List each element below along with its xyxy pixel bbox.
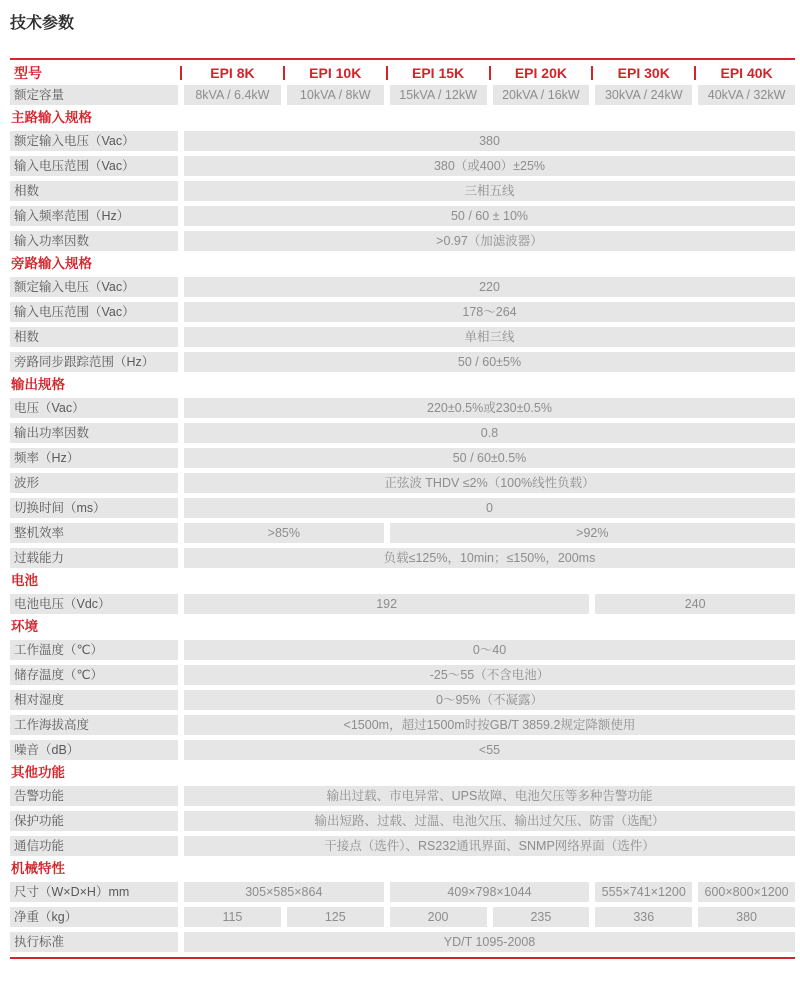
spec-row [10, 640, 795, 660]
value-cell: 10kVA / 8kW [287, 85, 384, 105]
section-title: 其他功能 [11, 765, 65, 780]
spec-row [10, 740, 795, 760]
column-separator-icon [283, 66, 285, 80]
model-name-label: EPI 15K [412, 64, 465, 81]
row-label: 通信功能 [10, 836, 178, 856]
model-name [287, 65, 384, 81]
value-cell: 50 / 60±5% [184, 352, 795, 372]
spec-row [10, 594, 795, 614]
value-cell: 40kVA / 32kW [698, 85, 795, 105]
spec-row [10, 548, 795, 568]
value-cell: 125 [287, 907, 384, 927]
spec-row [10, 181, 795, 201]
column-separator-icon [489, 66, 491, 80]
spec-row [10, 932, 795, 952]
model-name-label: EPI 40K [720, 64, 773, 81]
value-cell: >85% [184, 523, 384, 543]
spec-row [10, 131, 795, 151]
spec-row [10, 85, 795, 105]
row-label: 过载能力 [10, 548, 178, 568]
spec-row [10, 448, 795, 468]
section-title: 环境 [11, 619, 38, 634]
spec-row [10, 786, 795, 806]
model-name-label: EPI 8K [210, 64, 255, 81]
bottom-divider [10, 957, 795, 959]
value-cell: 单相三线 [184, 327, 795, 347]
row-label: 波形 [10, 473, 178, 493]
row-label: 输入频率范围（Hz） [10, 206, 178, 226]
row-label: 输入电压范围（Vac） [10, 302, 178, 322]
column-separator-icon [694, 66, 696, 80]
section-title: 旁路输入规格 [11, 256, 92, 271]
row-label: 额定输入电压（Vac） [10, 131, 178, 151]
row-label: 额定容量 [10, 85, 178, 105]
model-name [493, 65, 590, 81]
spec-row [10, 352, 795, 372]
model-name-label: EPI 20K [514, 64, 567, 81]
value-cell: 192 [184, 594, 589, 614]
section-title: 主路输入规格 [11, 110, 92, 125]
spec-row [10, 423, 795, 443]
value-cell: 220±0.5%或230±0.5% [184, 398, 795, 418]
row-label: 输出功率因数 [10, 423, 178, 443]
value-cell: 0～40 [184, 640, 795, 660]
row-label: 工作温度（℃） [10, 640, 178, 660]
value-cell: 305×585×864 [184, 882, 384, 902]
value-cell: 输出短路、过载、过温、电池欠压、输出过欠压、防雷（选配） [184, 811, 795, 831]
value-cell: >0.97（加滤波器） [184, 231, 795, 251]
row-label: 储存温度（℃） [10, 665, 178, 685]
value-cell: 干接点（选件）、RS232通讯界面、SNMP网络界面（选件） [184, 836, 795, 856]
spec-row [10, 498, 795, 518]
row-label: 净重（kg） [10, 907, 178, 927]
model-name [184, 65, 281, 81]
value-cell: 0～95%（不凝露） [184, 690, 795, 710]
spec-row [10, 327, 795, 347]
value-cell: 200 [390, 907, 487, 927]
spec-table [10, 85, 795, 952]
column-separator-icon [591, 66, 593, 80]
spec-row [10, 156, 795, 176]
value-cell: >92% [390, 523, 795, 543]
value-cell: <1500m，超过1500m时按GB/T 3859.2规定降额使用 [184, 715, 795, 735]
column-separator-icon [180, 66, 182, 80]
value-cell: 336 [595, 907, 692, 927]
row-label: 整机效率 [10, 523, 178, 543]
row-label: 执行标准 [10, 932, 178, 952]
value-cell: YD/T 1095-2008 [184, 932, 795, 952]
model-name [698, 65, 795, 81]
row-label: 输入电压范围（Vac） [10, 156, 178, 176]
value-cell: 178～264 [184, 302, 795, 322]
value-cell: 8kVA / 6.4kW [184, 85, 281, 105]
model-name [390, 65, 487, 81]
value-cell: <55 [184, 740, 795, 760]
value-cell: 235 [493, 907, 590, 927]
value-cell: 30kVA / 24kW [595, 85, 692, 105]
row-label: 工作海拔高度 [10, 715, 178, 735]
value-cell: 20kVA / 16kW [493, 85, 590, 105]
page-title: 技术参数 [10, 15, 75, 32]
model-header-row [10, 60, 795, 85]
row-label: 噪音（dB） [10, 740, 178, 760]
spec-row [10, 715, 795, 735]
model-name-label: EPI 10K [309, 64, 362, 81]
value-cell: 0 [184, 498, 795, 518]
row-label: 尺寸（W×D×H）mm [10, 882, 178, 902]
value-cell: 380（或400）±25% [184, 156, 795, 176]
spec-row [10, 523, 795, 543]
value-cell: 15kVA / 12kW [390, 85, 487, 105]
spec-row [10, 231, 795, 251]
value-cell: 50 / 60 ± 10% [184, 206, 795, 226]
model-name [595, 65, 692, 81]
spec-row [10, 811, 795, 831]
row-label: 保护功能 [10, 811, 178, 831]
column-separator-icon [386, 66, 388, 80]
row-label: 相数 [10, 327, 178, 347]
spec-row [10, 473, 795, 493]
spec-row [10, 882, 795, 902]
spec-row [10, 836, 795, 856]
section-title: 电池 [11, 573, 38, 588]
value-cell: 409×798×1044 [390, 882, 590, 902]
value-cell: 115 [184, 907, 281, 927]
row-label: 相数 [10, 181, 178, 201]
value-cell: 380 [698, 907, 795, 927]
row-label: 切换时间（ms） [10, 498, 178, 518]
spec-row [10, 277, 795, 297]
row-label: 电池电压（Vdc） [10, 594, 178, 614]
value-cell: 0.8 [184, 423, 795, 443]
model-header-label: 型号 [14, 64, 42, 81]
value-cell: 输出过载、市电异常、UPS故障、电池欠压等多种告警功能 [184, 786, 795, 806]
spec-row [10, 206, 795, 226]
value-cell: 50 / 60±0.5% [184, 448, 795, 468]
row-label: 输入功率因数 [10, 231, 178, 251]
value-cell: 三相五线 [184, 181, 795, 201]
value-cell: 380 [184, 131, 795, 151]
spec-row [10, 398, 795, 418]
row-label: 额定输入电压（Vac） [10, 277, 178, 297]
section-title: 机械特性 [11, 861, 65, 876]
row-label: 电压（Vac） [10, 398, 178, 418]
model-name-label: EPI 30K [617, 64, 670, 81]
value-cell: 正弦波 THDV ≤2%（100%线性负载） [184, 473, 795, 493]
value-cell: 600×800×1200 [698, 882, 795, 902]
row-label: 频率（Hz） [10, 448, 178, 468]
spec-row [10, 690, 795, 710]
value-cell: -25～55（不含电池） [184, 665, 795, 685]
row-label: 旁路同步跟踪范围（Hz） [10, 352, 178, 372]
spec-row [10, 302, 795, 322]
value-cell: 负载≤125%，10min；≤150%，200ms [184, 548, 795, 568]
value-cell: 220 [184, 277, 795, 297]
value-cell: 555×741×1200 [595, 882, 692, 902]
row-label: 相对湿度 [10, 690, 178, 710]
row-label: 告警功能 [10, 786, 178, 806]
section-title: 输出规格 [11, 377, 65, 392]
spec-row [10, 907, 795, 927]
spec-row [10, 665, 795, 685]
value-cell: 240 [595, 594, 795, 614]
